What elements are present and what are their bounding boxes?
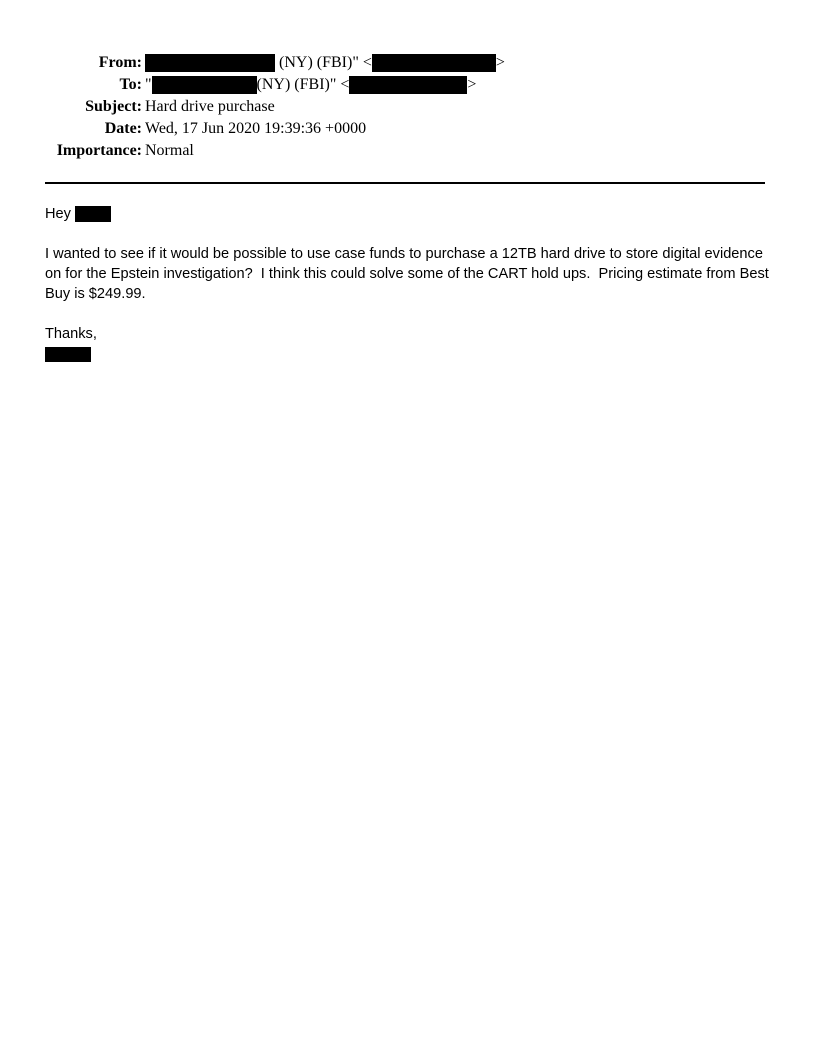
to-label: To: <box>119 76 142 93</box>
redaction-block <box>75 206 111 222</box>
importance-label: Importance: <box>56 142 142 159</box>
subject-label: Subject: <box>85 98 142 115</box>
date-row <box>0 118 816 140</box>
subject-value: Hard drive purchase <box>145 98 275 115</box>
from-row <box>0 52 816 74</box>
from-label: From: <box>98 54 142 71</box>
to-text: (NY) (FBI)" < <box>256 76 350 93</box>
to-prefix: " <box>145 76 152 93</box>
redaction-block <box>349 76 467 94</box>
date-label: Date: <box>104 120 142 137</box>
greeting-text: Hey <box>45 206 71 222</box>
to-row <box>0 74 816 96</box>
to-end: > <box>467 76 477 93</box>
closing-text: Thanks, <box>45 326 97 342</box>
redaction-block <box>372 54 496 72</box>
header-divider <box>45 182 765 184</box>
greeting-line <box>45 204 770 224</box>
from-end: > <box>495 54 505 71</box>
from-text: (NY) (FBI)" < <box>275 54 372 71</box>
redaction-block <box>45 347 91 362</box>
importance-row <box>0 140 816 162</box>
body-paragraph: I wanted to see if it would be possible to use case funds to purchase a 12TB hard drive to store digital evidence on for the Epstein investigation? I think this could solve some of the CART hold ups. Pricing estimate from Best Buy is $249.99. <box>45 246 773 302</box>
signature <box>45 344 770 364</box>
from-value <box>145 52 505 74</box>
redaction-block <box>152 76 257 94</box>
to-value <box>145 74 476 96</box>
email-header <box>0 52 816 162</box>
importance-value: Normal <box>145 142 194 159</box>
subject-row <box>0 96 816 118</box>
date-value: Wed, 17 Jun 2020 19:39:36 +0000 <box>145 120 367 137</box>
redaction-block <box>145 54 275 72</box>
email-body <box>45 204 773 364</box>
